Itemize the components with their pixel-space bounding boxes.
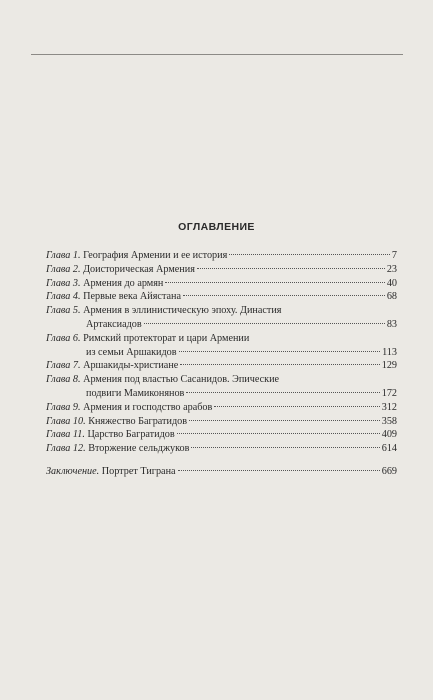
chapter-title: Армения до армян — [83, 277, 164, 289]
dot-leader — [180, 364, 379, 365]
toc-entry-4[interactable] — [46, 290, 397, 304]
chapter-title: Портрет Тиграна — [101, 465, 176, 477]
dot-leader — [189, 420, 380, 421]
toc-entry-12[interactable] — [46, 442, 397, 456]
chapter-title: Римский протекторат и цари Армении — [83, 332, 250, 344]
toc-entry-1[interactable] — [46, 249, 397, 263]
toc-entry-9[interactable] — [46, 401, 397, 415]
chapter-label: Глава 9. — [46, 401, 81, 413]
dot-leader — [191, 447, 379, 448]
page-number: 40 — [386, 277, 397, 289]
dot-leader — [183, 295, 385, 296]
chapter-label: Заключение. — [46, 465, 100, 477]
chapter-label: Глава 3. — [46, 277, 81, 289]
chapter-title-continued: Артаксиадов — [86, 318, 142, 330]
page-number: 83 — [386, 318, 397, 330]
toc-entry-3[interactable] — [46, 277, 397, 291]
page-number: 129 — [381, 360, 397, 372]
chapter-label: Глава 11. — [46, 429, 85, 441]
page-number: 669 — [381, 465, 397, 477]
dot-leader — [165, 282, 384, 283]
page-number: 68 — [386, 291, 397, 303]
chapter-label: Глава 1. — [46, 250, 81, 261]
chapter-title: Вторжение сельджуков — [88, 443, 190, 455]
dot-leader — [177, 433, 380, 434]
chapter-label: Глава 5. — [46, 305, 81, 317]
chapter-title-continued: из семьи Аршакидов — [86, 346, 177, 358]
chapter-title-continued: подвиги Мамиконянов — [86, 387, 185, 399]
toc-entry-7[interactable] — [46, 359, 397, 373]
page-number: 614 — [381, 443, 397, 455]
chapter-label: Глава 12. — [46, 443, 86, 455]
header-rule — [31, 54, 403, 55]
chapter-title: Царство Багратидов — [87, 429, 175, 441]
chapter-label: Глава 4. — [46, 291, 81, 303]
page-number: 113 — [382, 346, 397, 358]
table-of-contents — [46, 249, 397, 479]
page-number: 23 — [386, 263, 397, 275]
chapter-label: Глава 8. — [46, 374, 81, 386]
dot-leader — [197, 268, 385, 269]
chapter-title: География Армении и ее история — [83, 250, 228, 261]
toc-entry-2[interactable] — [46, 263, 397, 277]
toc-entry-6[interactable] — [46, 332, 397, 360]
chapter-title: Княжество Багратидов — [88, 415, 188, 427]
chapter-title: Первые века Айястана — [83, 291, 182, 303]
toc-entry-11[interactable] — [46, 428, 397, 442]
dot-leader — [214, 406, 379, 407]
page-number: 172 — [381, 387, 397, 399]
chapter-title: Армения под властью Сасанидов. Эпические — [83, 374, 280, 386]
dot-leader — [178, 470, 380, 471]
chapter-label: Глава 7. — [46, 360, 81, 372]
toc-entry-10[interactable] — [46, 415, 397, 429]
page-number: 7 — [391, 250, 397, 261]
dot-leader — [186, 392, 379, 393]
dot-leader — [229, 254, 390, 255]
dot-leader — [179, 351, 381, 352]
toc-title: ОГЛАВЛЕНИЕ — [178, 221, 255, 233]
chapter-title: Аршакиды-христиане — [83, 360, 179, 372]
chapter-label: Глава 2. — [46, 263, 81, 275]
chapter-title: Армения и господство арабов — [83, 401, 213, 413]
toc-entry-conclusion[interactable] — [46, 465, 397, 479]
page-number: 409 — [381, 429, 397, 441]
dot-leader — [144, 323, 385, 324]
page-number: 312 — [381, 401, 397, 413]
toc-entry-8[interactable] — [46, 373, 397, 401]
chapter-title: Доисторическая Армения — [83, 263, 195, 275]
chapter-label: Глава 10. — [46, 415, 86, 427]
toc-entry-5[interactable] — [46, 304, 397, 332]
chapter-title: Армения в эллинистическую эпоху. Династия — [83, 305, 282, 317]
chapter-label: Глава 6. — [46, 332, 81, 344]
page-number: 358 — [381, 415, 397, 427]
